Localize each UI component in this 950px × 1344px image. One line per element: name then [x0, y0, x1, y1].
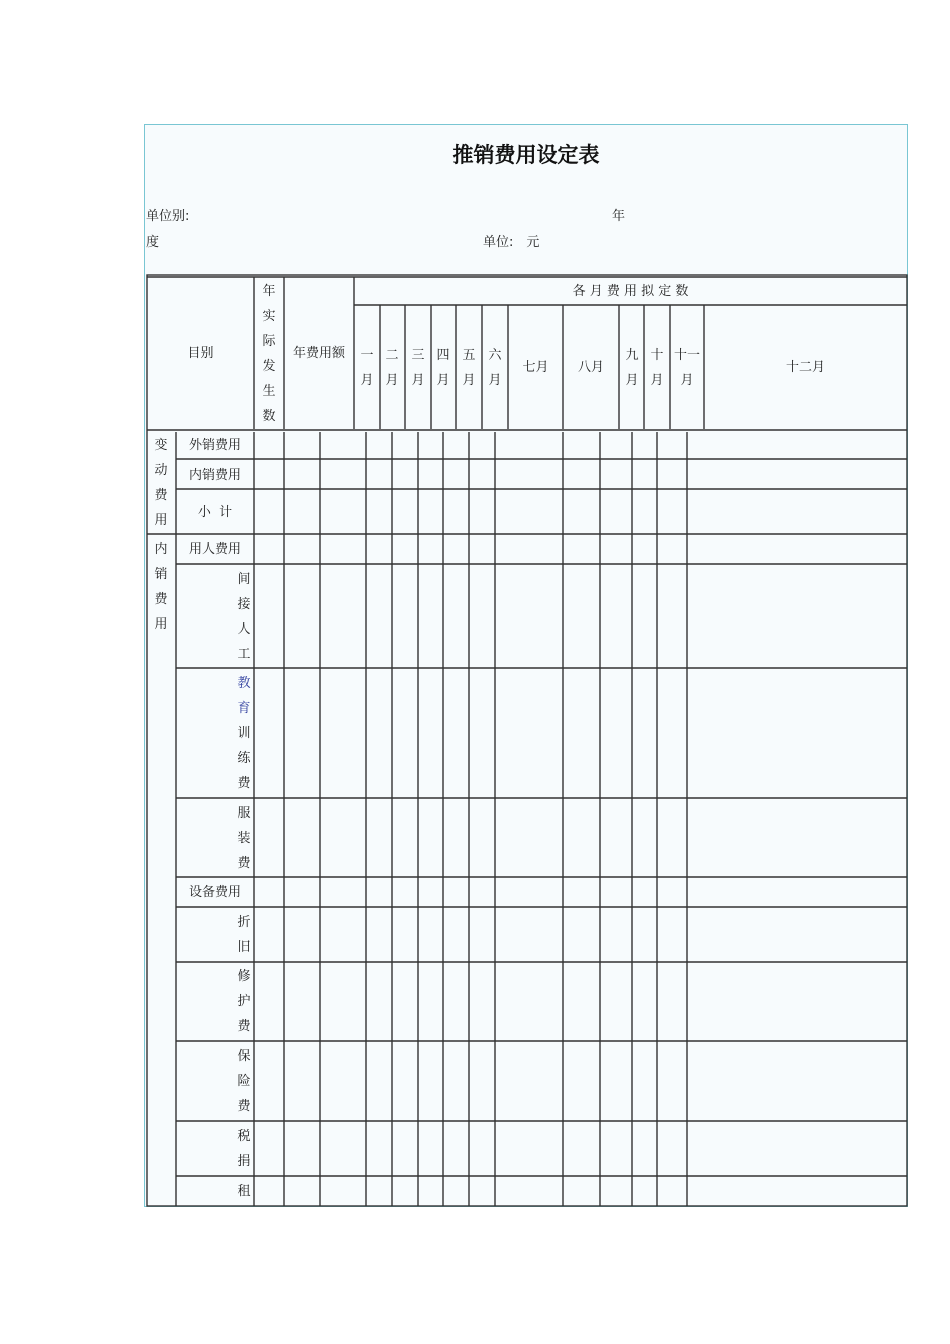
header-item-col: 目别: [187, 346, 214, 361]
month-header-9: 九月: [625, 348, 639, 388]
month-header-2: 二月: [385, 348, 399, 388]
row-label-training-part1: 教育: [237, 676, 251, 716]
month-header-11: 十一月: [673, 348, 700, 388]
row-label-uniform: 服装费: [237, 806, 251, 871]
month-header-7: 七月: [522, 360, 549, 375]
header-actual-col: 年实际发生数: [262, 284, 276, 424]
month-header-4: 四月: [436, 348, 450, 388]
row-label-equipment: 设备费用: [188, 885, 241, 900]
row-label-domestic: 内销费用: [188, 468, 241, 483]
row-label-subtotal: 小 计: [197, 505, 233, 520]
month-header-6: 六月: [488, 348, 502, 388]
page-title: 推销费用设定表: [452, 142, 600, 167]
group-internal-sales: 内销费用: [154, 542, 168, 632]
month-header-12: 十二月: [785, 360, 825, 375]
row-label-rent: 租: [237, 1184, 251, 1199]
month-header-10: 十月: [650, 348, 664, 388]
month-header-1: 一月: [360, 348, 374, 388]
row-label-insurance: 保险费: [237, 1049, 251, 1114]
row-label-repair: 修护费: [237, 969, 251, 1034]
year-label: 年: [612, 209, 626, 224]
row-label-depreciation: 折旧: [237, 915, 251, 955]
year-suffix: 度: [146, 235, 160, 250]
currency-label: 单位: 元: [483, 235, 540, 250]
unit-label: 单位别:: [146, 209, 190, 224]
month-header-8: 八月: [577, 360, 604, 375]
header-monthly-group: 各 月 费 用 拟 定 数: [572, 284, 689, 299]
row-label-personnel: 用人费用: [188, 542, 241, 557]
month-header-3: 三月: [411, 348, 425, 388]
row-label-export: 外销费用: [188, 438, 241, 453]
row-label-indirect-labor: 间接人工: [237, 572, 251, 662]
group-variable-costs: 变动费用: [154, 438, 168, 528]
header-annual-col: 年费用额: [292, 346, 345, 361]
row-label-tax: 税捐: [237, 1129, 251, 1169]
month-header-5: 五月: [462, 348, 476, 388]
row-label-training-part2: 训练费: [237, 726, 251, 791]
